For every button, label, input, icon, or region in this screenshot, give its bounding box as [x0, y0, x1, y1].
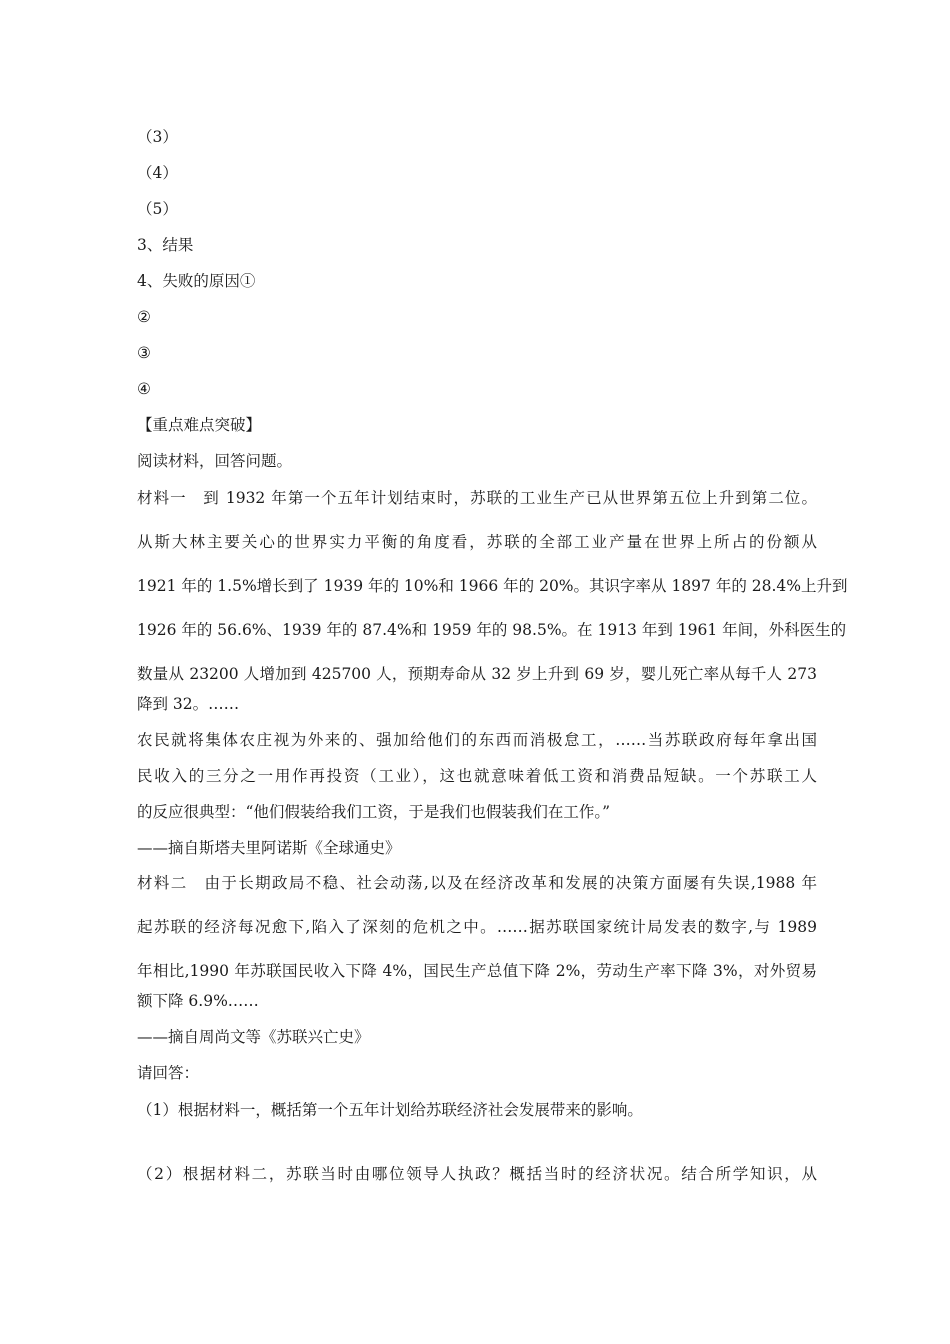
- material2-line: 材料二 由于长期政局不稳、社会动荡,以及在经济改革和发展的决策方面屡有失误,1988 年: [137, 874, 817, 892]
- instruction: 阅读材料，回答问题。: [137, 452, 293, 470]
- material2-line: 起苏联的经济每况愈下,陷入了深刻的危机之中。……据苏联国家统计局发表的数字,与 1989: [137, 918, 817, 936]
- material2-source: ——摘自周尚文等《苏联兴亡史》: [137, 1028, 370, 1046]
- material2-line: 年相比,1990 年苏联国民收入下降 4%，国民生产总值下降 2%，劳动生产率下降 3%，对外贸易: [137, 962, 817, 980]
- material1-source: ——摘自斯塔夫里阿诺斯《全球通史》: [137, 839, 401, 857]
- outline-item: （4）: [137, 164, 178, 182]
- material1-line: 材料一 到 1932 年第一个五年计划结束时，苏联的工业生产已从世界第五位上升到第二位。: [137, 489, 817, 507]
- question: （1）根据材料一，概括第一个五年计划给苏联经济社会发展带来的影响。: [137, 1101, 643, 1119]
- outline-item: ②: [137, 308, 151, 326]
- section-title: 【重点难点突破】: [137, 416, 262, 434]
- outline-item: （5）: [137, 200, 178, 218]
- question: （2）根据材料二，苏联当时由哪位领导人执政？概括当时的经济状况。结合所学知识，从: [137, 1165, 817, 1183]
- material1-line: 1926 年的 56.6%、1939 年的 87.4%和 1959 年的 98.5%。在 1913 年到 1961 年间，外科医生的: [137, 621, 847, 639]
- outline-item: ③: [137, 344, 151, 362]
- material1-line: 1921 年的 1.5%增长到了 1939 年的 10%和 1966 年的 20%。其识字率从 1897 年的 28.4%上升到: [137, 577, 848, 595]
- material1-line: 降到 32。……: [137, 695, 240, 713]
- material1-line: 农民就将集体农庄视为外来的、强加给他们的东西而消极怠工，……当苏联政府每年拿出国: [137, 731, 817, 749]
- material1-line: 的反应很典型：“他们假装给我们工资，于是我们也假装我们在工作。”: [137, 803, 611, 821]
- outline-item: 4、失败的原因①: [137, 272, 256, 290]
- outline-item: （3）: [137, 128, 178, 146]
- material1-line: 民收入的三分之一用作再投资（工业），这也就意味着低工资和消费品短缺。一个苏联工人: [137, 767, 817, 785]
- outline-item: ④: [137, 380, 151, 398]
- outline-item: 3、结果: [137, 236, 194, 254]
- material1-line: 数量从 23200 人增加到 425700 人，预期寿命从 32 岁上升到 69 岁，婴儿死亡率从每千人 273: [137, 665, 817, 683]
- material2-line: 额下降 6.9%……: [137, 992, 259, 1010]
- material1-line: 从斯大林主要关心的世界实力平衡的角度看，苏联的全部工业产量在世界上所占的份额从: [137, 533, 817, 551]
- prompt: 请回答：: [137, 1064, 200, 1082]
